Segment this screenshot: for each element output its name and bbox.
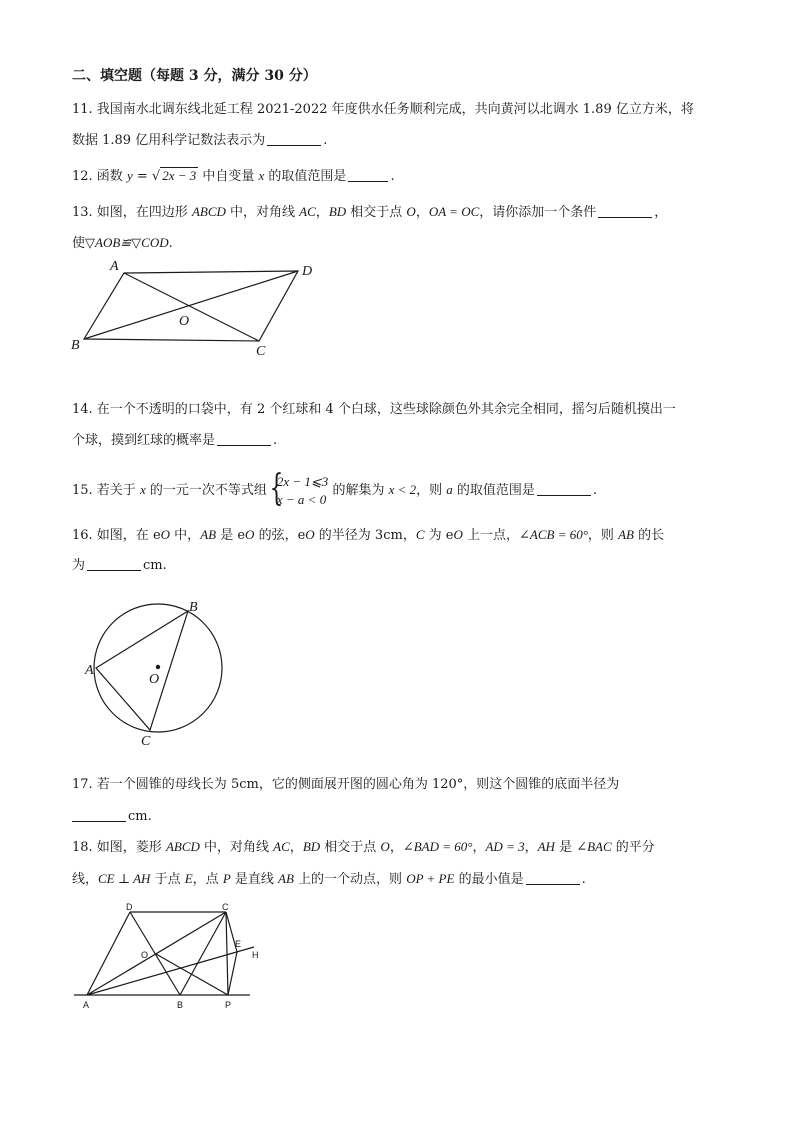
q18-t2: 中，对角线 — [199, 840, 274, 855]
q13-label-c: C — [256, 344, 266, 359]
q18-t1: 18. 如图，菱形 — [72, 840, 166, 855]
q16-circle-sym4: e — [445, 528, 454, 543]
q11-line1: 11. 我国南水北调东线北延工程 2021-2022 年度供水任务顺利完成，共向黄河以北调水 1.89 亿立方米，将 — [72, 102, 694, 117]
q18-label-a: A — [83, 1000, 90, 1010]
q14-line1: 14. 在一个不透明的口袋中，有 2 个红球和 4 个白球，这些球除颜色外其余完全相同，摇匀后随机摸出一 — [72, 402, 676, 417]
q13-t2: 中，对角线 — [225, 205, 300, 220]
q13-diagonal-ac — [124, 273, 259, 341]
q16-t9: 的长 — [633, 528, 665, 543]
q13-label-a: A — [110, 259, 119, 274]
q14-text: 个球，摸到红球的概率是 — [72, 433, 216, 448]
q13-parallelogram-figure — [60, 255, 330, 365]
q16-t6: 为 — [424, 528, 446, 543]
q15-a: a — [446, 482, 453, 497]
q13-ac: AC — [299, 204, 316, 219]
q15-row1: 2x − 1⩽3 — [276, 473, 329, 489]
q18-o: O — [380, 839, 390, 854]
q15-prefix: 15. 若关于 — [72, 483, 140, 498]
q18-e: E — [184, 871, 193, 886]
q15-mid2: 的解集为 — [328, 483, 389, 498]
q16-t7: 上一点， — [462, 528, 519, 543]
q13-label-b: B — [71, 338, 80, 353]
q15-inequality-system — [267, 467, 329, 509]
q13-bd: BD — [328, 204, 347, 219]
q17-line2 — [72, 809, 152, 825]
q16-line2 — [72, 558, 167, 574]
q13-line2 — [72, 235, 173, 252]
q11-text: 数据 1.89 亿用科学记数法表示为 — [72, 133, 266, 148]
q18-label-p: P — [225, 1000, 232, 1010]
q18-abcd: ABCD — [165, 839, 200, 854]
q15-solution: x < 2 — [388, 482, 417, 497]
q13-comma2: ， — [415, 205, 429, 220]
q18-sum: OP + PE — [406, 871, 455, 886]
q11-answer-blank — [267, 133, 321, 146]
q18-answer-blank — [526, 872, 580, 885]
q18-t7: 于点 — [150, 872, 185, 887]
q18-label-o: O — [141, 950, 149, 960]
q18-line1 — [72, 839, 655, 856]
q18-end: . — [581, 872, 586, 887]
q15-line — [72, 467, 598, 509]
q16-circle-sym2: e — [237, 528, 246, 543]
q16-label-c: C — [141, 734, 151, 749]
q18-t9: 是直线 — [230, 872, 279, 887]
q16-o1: O — [160, 527, 171, 542]
q12-radicand: 2x − 3 — [162, 168, 197, 183]
q16-center-dot — [156, 665, 160, 669]
q12-prefix: 12. 函数 — [72, 169, 127, 184]
q16-circle-sym1: e — [152, 528, 161, 543]
q16-o4: O — [453, 527, 463, 542]
q13-end2: . — [168, 236, 173, 251]
q18-comma4: ， — [524, 840, 538, 855]
q18-diagonal-bd — [130, 912, 180, 995]
q18-t3: 相交于点 — [320, 840, 381, 855]
q18-label-h: H — [252, 950, 259, 960]
q17-line1: 17. 若一个圆锥的母线长为 5cm，它的侧面展开图的圆心角为 120°，则这个圆锥的底面半径为 — [72, 777, 620, 792]
q16-t1: 16. 如图，在 — [72, 528, 153, 543]
q14-answer-blank — [217, 433, 271, 446]
q18-t4: 是 — [554, 840, 577, 855]
q11-end: . — [323, 133, 328, 148]
q15-mid3: ，则 — [416, 483, 447, 498]
q14-end: . — [273, 433, 278, 448]
q17-answer-blank — [72, 809, 126, 822]
q16-line1 — [72, 527, 664, 544]
section-title: 二、填空题（每题 3 分，满分 30 分） — [72, 68, 317, 84]
q15-brace: { — [269, 467, 284, 509]
q16-o3: O — [305, 527, 315, 542]
q18-label-c: C — [222, 902, 229, 912]
q13-comma: ， — [315, 205, 329, 220]
q16-answer-blank — [87, 558, 141, 571]
q16-ab: AB — [200, 527, 217, 542]
q18-perp: CE ⊥ AH — [98, 871, 151, 886]
q15-mid4: 的取值范围是 — [452, 483, 535, 498]
q16-label-o: O — [149, 672, 160, 687]
q18-comma: ， — [289, 840, 303, 855]
q18-t5: 的平分 — [611, 840, 655, 855]
q18-label-e: E — [235, 939, 242, 949]
q13-line1 — [72, 204, 667, 221]
q18-comma3: ， — [472, 840, 486, 855]
q16-ab2: AB — [618, 527, 634, 542]
q18-segment-op — [156, 954, 228, 995]
q16-label-a: A — [85, 663, 94, 678]
q13-label-o: O — [179, 314, 190, 329]
q15-row2: x − a < 0 — [276, 491, 327, 507]
q12-y: y — [126, 168, 133, 183]
q14-line2 — [72, 433, 277, 449]
q18-segment-pe — [228, 952, 237, 995]
q18-t8: ，点 — [192, 872, 223, 887]
q12-suffix: 中自变量 — [198, 169, 259, 184]
q16-triangle-abc — [96, 611, 188, 730]
q15-mid: 的一元一次不等式组 — [145, 483, 267, 498]
q18-label-d: D — [126, 902, 133, 912]
q13-t4: ，请你添加一个条件 — [479, 205, 597, 220]
q13-t3: 相交于点 — [346, 205, 407, 220]
q18-label-b: B — [177, 1000, 184, 1010]
q15-x: x — [139, 482, 146, 497]
q18-ac: AC — [273, 839, 290, 854]
q16-c: C — [415, 527, 425, 542]
q12-sqrt-sign: √ — [151, 169, 161, 184]
q18-angle-bac: ∠BAC — [576, 839, 612, 854]
q18-t11: 的最小值是 — [454, 872, 524, 887]
q13-t1: 13. 如图，在四边形 — [72, 205, 192, 220]
q11-line2 — [72, 133, 327, 149]
q18-ab: AB — [278, 871, 294, 886]
q17-unit: cm. — [128, 809, 152, 824]
q18-comma2: ， — [389, 840, 403, 855]
q16-t8: ，则 — [587, 528, 619, 543]
q12-line — [72, 167, 395, 185]
q16-angle: ∠ACB = 60° — [519, 527, 588, 542]
q18-segment-cp — [226, 912, 228, 995]
q18-t6: 线， — [72, 872, 99, 887]
q18-ad: AD = 3 — [485, 839, 525, 854]
q13-o: O — [406, 204, 416, 219]
q16-t2: 中， — [170, 528, 201, 543]
q16-t5: 的半径为 3cm， — [314, 528, 416, 543]
q12-eq: = — [132, 169, 152, 184]
q13-label-d: D — [302, 264, 313, 279]
q16-t3: 是 — [216, 528, 238, 543]
q18-line2 — [72, 871, 586, 888]
q13-condition: OA = OC — [428, 204, 480, 219]
q18-rhombus-figure — [70, 900, 280, 1015]
q16-t4: 的弦， — [254, 528, 298, 543]
q12-answer-blank — [348, 169, 388, 182]
q13-abcd: ABCD — [191, 204, 226, 219]
q12-x: x — [258, 168, 265, 183]
q15-end: . — [592, 483, 598, 498]
q18-ah: AH — [537, 839, 555, 854]
q13-congruence: ▽AOB≌▽COD — [85, 235, 169, 250]
q12-suffix2: 的取值范围是 — [264, 169, 347, 184]
q16-label-b: B — [189, 600, 198, 615]
q18-bd: BD — [302, 839, 321, 854]
q13-end1: ， — [654, 205, 668, 220]
q18-p: P — [222, 871, 231, 886]
q13-answer-blank — [598, 205, 652, 218]
q16-circle-figure — [78, 596, 238, 752]
q16-unit: cm. — [143, 558, 167, 573]
q15-answer-blank — [537, 483, 591, 496]
q18-side-cb — [180, 912, 226, 995]
q18-t10: 上的一个动点，则 — [293, 872, 407, 887]
q18-angle-bad: ∠BAD = 60° — [402, 839, 473, 854]
q16-t10: 为 — [72, 558, 86, 573]
q16-o2: O — [245, 527, 255, 542]
q13-t5: 使 — [72, 236, 86, 251]
q16-circle-sym3: e — [297, 528, 306, 543]
q12-end: . — [390, 169, 395, 184]
